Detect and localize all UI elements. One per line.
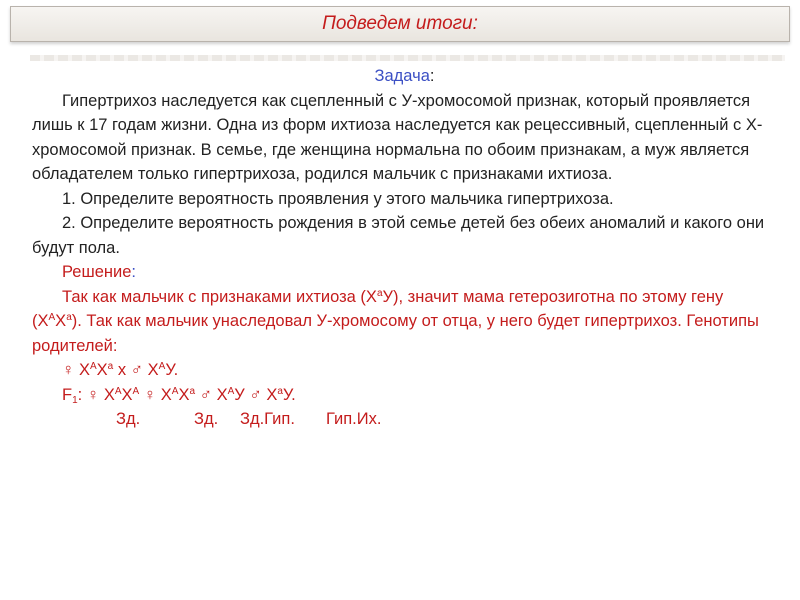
allele-superscript: а <box>107 361 114 372</box>
solution-text-part3: Х <box>55 312 67 330</box>
solution-text-part1: Так как мальчик с признаками ихтиоза (Х <box>62 287 377 306</box>
phenotype-label: Зд. <box>194 410 219 428</box>
chromosome-x: Х <box>216 385 228 404</box>
allele-superscript: А <box>158 361 166 372</box>
f1-colon: : <box>77 385 83 404</box>
solution-heading <box>32 260 777 285</box>
allele-superscript: А <box>89 361 97 372</box>
chromosome-x: Х <box>178 385 190 404</box>
solution-text-part4: ). Так как мальчик унаследовал У-хромосому от отца, у него будет гипертрихоз. Генотипы родителей: <box>32 312 759 355</box>
allele-superscript: а <box>376 287 383 299</box>
page-title: Подведем итоги: <box>322 13 478 34</box>
f1-genotypes <box>32 383 777 408</box>
chromosome-x: Х <box>121 385 133 404</box>
chromosome-y: У <box>234 385 245 404</box>
f1-subscript: 1 <box>72 394 78 406</box>
solution-text-part2: У), значит мама гетерозиготна по этому гену (Х <box>32 287 724 330</box>
male-symbol-icon: ♂ <box>130 361 144 379</box>
chromosome-x: Х <box>96 361 108 379</box>
solution-heading-text: Решение <box>62 263 132 281</box>
parent-genotypes <box>32 358 777 383</box>
female-symbol-icon: ♀ <box>86 385 100 404</box>
solution-heading-colon: : <box>131 263 136 281</box>
male-symbol-icon: ♂ <box>199 385 212 404</box>
allele-superscript: А <box>171 385 179 397</box>
phenotype-label: Зд.Гип. <box>240 410 295 428</box>
chromosome-x: Х <box>147 361 159 379</box>
chromosome-y: У. <box>165 361 179 379</box>
phenotype-label: Гип.Их. <box>326 410 382 428</box>
question-1: 1. Определите вероятность проявления у этого мальчика гипертрихоза. <box>62 189 614 208</box>
allele-superscript: А <box>114 385 122 397</box>
task-heading <box>32 64 777 89</box>
f1-label: F <box>62 385 73 404</box>
task-paragraph: Гипертрихоз наследуется как сцепленный с У-хромосомой признак, который проявляется лишь к 17 годам жизни. Одна из форм ихтиоза наследуется как рецессивный, сцепленный с Х-хромосомой признак. В семье, где женщина нормальна по обоим признакам, а муж является обладателем только гипертрихоза, родился мальчик с признаками ихтиоза. <box>32 91 763 183</box>
male-symbol-icon: ♂ <box>249 385 262 404</box>
allele-superscript: А <box>132 385 140 397</box>
solution-text <box>32 285 777 359</box>
chromosome-x: Х <box>103 385 115 404</box>
task-heading-colon: : <box>429 67 435 85</box>
chromosome-x: Х <box>266 385 278 404</box>
allele-superscript: а <box>277 385 283 397</box>
cross-sign: х <box>117 361 127 379</box>
chromosome-x: Х <box>160 385 172 404</box>
question-2: 2. Определите вероятность рождения в этой семье детей без обеих аномалий и какого они будут пола. <box>32 214 765 257</box>
decorative-divider <box>30 55 785 61</box>
slide-content <box>32 64 777 432</box>
allele-superscript: А <box>227 385 235 397</box>
female-symbol-icon: ♀ <box>143 385 157 404</box>
chromosome-y: У. <box>282 385 296 404</box>
allele-superscript: А <box>48 312 56 323</box>
task-heading-text: Задача <box>374 67 430 85</box>
title-bar <box>10 6 790 42</box>
chromosome-x: Х <box>78 361 90 379</box>
phenotype-label: Зд. <box>116 410 141 428</box>
female-symbol-icon: ♀ <box>62 361 75 379</box>
allele-superscript: а <box>189 385 196 397</box>
allele-superscript: а <box>66 312 72 323</box>
phenotype-labels <box>32 407 777 432</box>
